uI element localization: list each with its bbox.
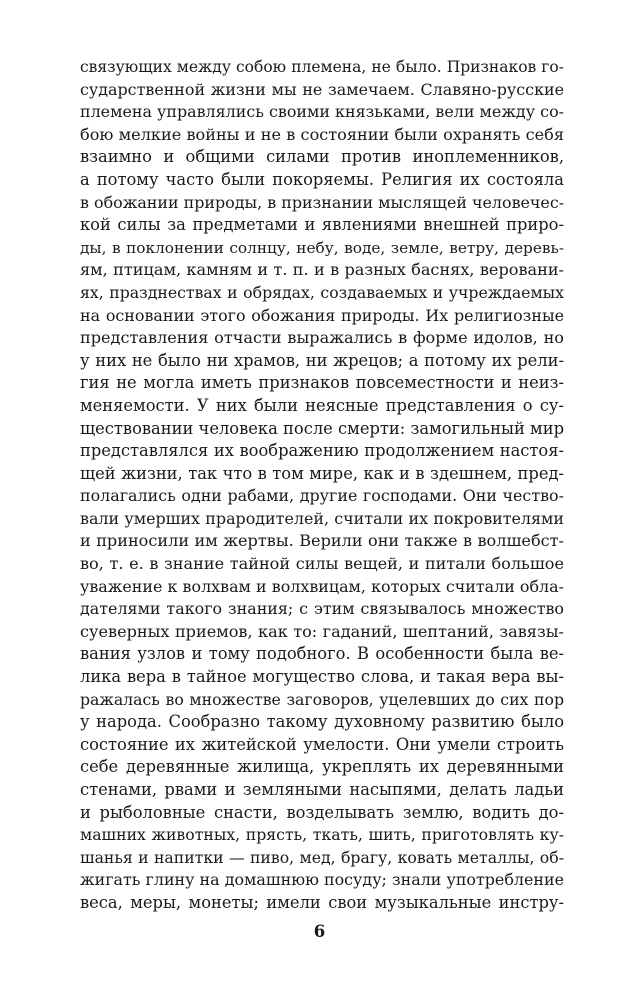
text-line: гия не могла иметь признаков повсеместности и неиз-	[80, 373, 564, 393]
text-line: вали умерших прародителей, считали их покровителями	[80, 508, 564, 528]
text-line: сударственной жизни мы не замечаем. Славяно-русские	[80, 79, 564, 99]
text-line: а потому часто были покоряемы. Религия их состояла	[80, 169, 564, 189]
text-line: представления отчасти выражались в форме идолов, но	[80, 328, 564, 348]
page-number: 6	[313, 922, 326, 941]
text-line: ражалась во множестве заговоров, уцелевших до сих пор	[80, 689, 564, 709]
text-line: состояние их житейской умелости. Они умели строить	[80, 734, 564, 754]
text-line: шанья и напитки — пиво, мед, брагу, ковать металлы, об-	[80, 847, 564, 867]
text-line: ды, в поклонении солнцу, небу, воде, земле, ветру, деревь-	[80, 238, 564, 257]
text-line: в обожании природы, в признании мыслящей человечес-	[80, 192, 564, 212]
text-line: и рыболовные снасти, возделывать землю, водить до-	[80, 802, 564, 822]
text-line: стенами, рвами и земляными насыпями, делать ладьи	[80, 780, 564, 799]
text-line: во, т. е. в знание тайной силы вещей, и питали большое	[80, 554, 564, 574]
text-line: взаимно и общими силами против иноплеменников,	[80, 147, 564, 167]
text-line: бою мелкие войны и не в состоянии были охранять себя	[80, 124, 564, 144]
text-line: кой силы за предметами и явлениями внешней приро-	[80, 215, 564, 235]
text-line: машних животных, прясть, ткать, шить, приготовлять ку-	[80, 825, 564, 845]
text-line: у них не было ни храмов, ни жрецов; а потому их рели-	[80, 350, 564, 370]
text-line: ществовании человека после смерти: замогильный мир	[80, 418, 564, 438]
text-line: полагались одни рабами, другие господами. Они чество-	[80, 486, 564, 506]
text-line: дателями такого знания; с этим связывалось множество	[80, 599, 564, 619]
text-line: связующих между собою племена, не было. Признаков го-	[80, 58, 564, 76]
text-line: уважение к волхвам и волхвицам, которых считали обла-	[80, 576, 564, 596]
text-line: ях, празднествах и обрядах, создаваемых и учреждаемых	[80, 282, 564, 302]
text-line: себе деревянные жилища, укреплять их деревянными	[80, 757, 564, 777]
text-line: представлялся их воображению продолжением настоя-	[80, 441, 564, 461]
text-line: суеверных приемов, как то: гаданий, шептаний, завязы-	[80, 621, 564, 641]
text-line: меняемости. У них были неясные представления о су-	[80, 395, 564, 415]
text-line: жигать глину на домашнюю посуду; знали употребление	[80, 870, 564, 890]
text-line: лика вера в тайное могущество слова, и такая вера вы-	[80, 667, 564, 687]
text-line: щей жизни, так что в том мире, как и в здешнем, пред-	[80, 463, 564, 483]
text-line: племена управлялись своими князьками, вели между со-	[80, 102, 564, 122]
text-line: на основании этого обожания природы. Их религиозные	[80, 305, 564, 325]
text-line: ям, птицам, камням и т. п. и в разных баснях, веровани-	[80, 260, 564, 280]
text-line: и приносили им жертвы. Верили они также в волшебст-	[80, 531, 564, 551]
text-line: вания узлов и тому подобного. В особенности была ве-	[80, 644, 564, 664]
body-text	[80, 56, 564, 915]
text-line: веса, меры, монеты; имели свои музыкальные инстру-	[80, 892, 564, 912]
text-line: у народа. Сообразно такому духовному развитию было	[80, 712, 564, 732]
